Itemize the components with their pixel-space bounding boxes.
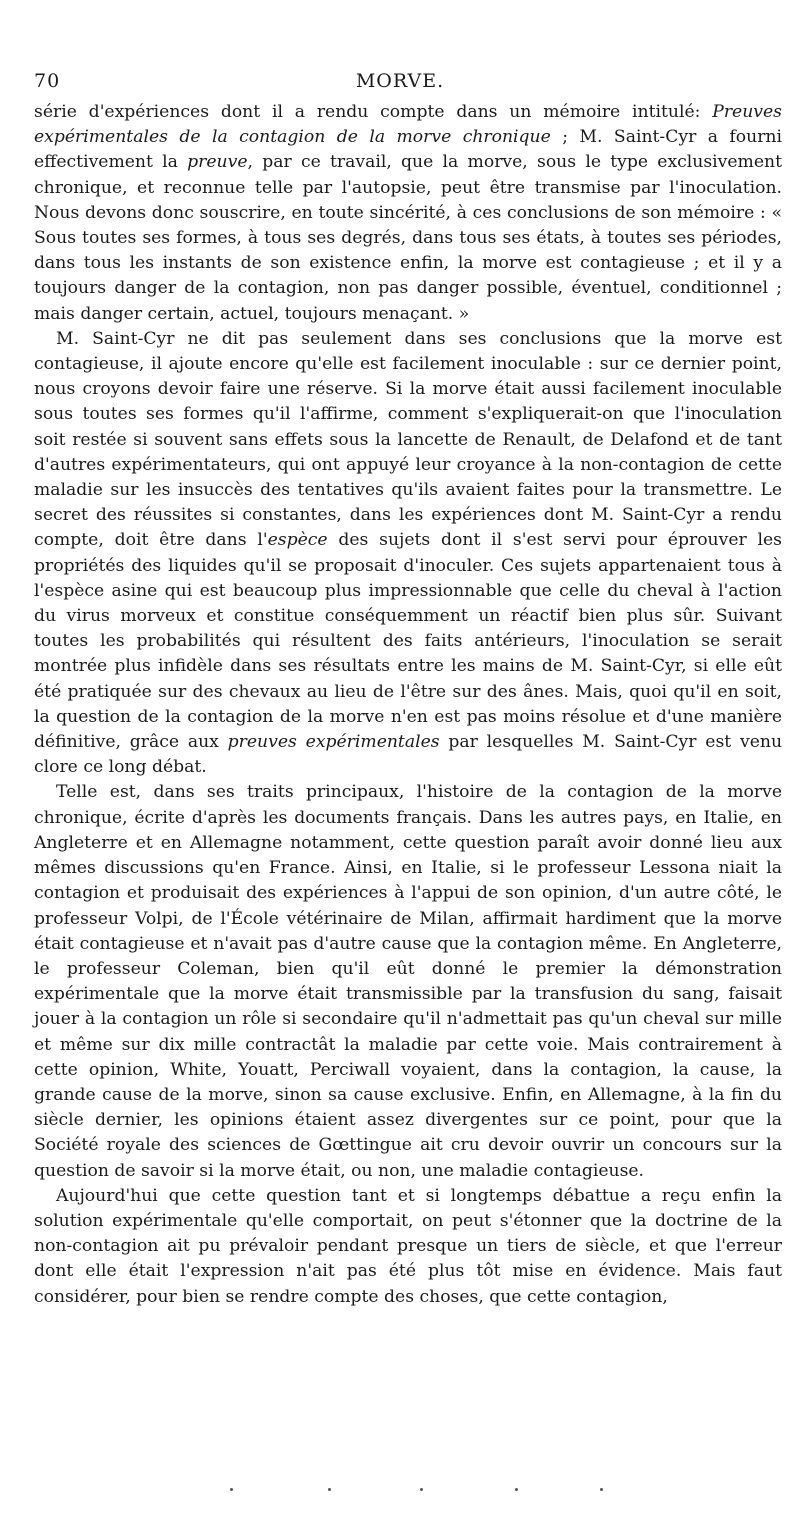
speck	[600, 1488, 603, 1491]
speck	[420, 1488, 423, 1491]
text-run: ; M. Saint-Cyr a fourni effectivement la	[34, 127, 782, 173]
paragraph	[34, 780, 782, 1183]
text-run: , par ce travail, que la morve, sous le type exclusivement chronique, et reconnue telle par l'autopsie, peut être transmise par l'inoculation. Nous devons donc souscrire, en toute sincérité, à ces conclusions de son mémoire : « Sous toutes ses formes, à tous ses degrés, dans tous ses états, à toutes ses périodes, dans tous les instants de son existence enfin, la morve est contagieuse ; et il y a toujours danger de la contagion, non pas danger possible, éventuel, conditionnel ; mais danger certain, actuel, toujours menaçant. »	[34, 152, 782, 324]
footer-specks	[60, 1488, 740, 1498]
italic-text: preuves expérimentales	[227, 732, 440, 753]
text-run: série d'expériences dont il a rendu compte dans un mémoire intitulé:	[34, 102, 713, 122]
speck	[328, 1488, 331, 1491]
text-run: des sujets dont il s'est servi pour éprouver les propriétés des liquides qu'il se proposait d'inoculer. Ces sujets appartenaient tous à l'espèce asine qui est beaucoup plus impressionnable que celle du cheval à l'action du virus morveux et constitue conséquemment un réactif bien plus sûr. Suivant toutes les probabilités qui résultent des faits antérieurs, l'inoculation se serait montrée plus infidèle dans ses résultats entre les mains de M. Saint-Cyr, si elle eût été pratiquée sur des chevaux au lieu de l'être sur des ânes. Mais, quoi qu'il en soit, la question de la contagion de la morve n'en est pas moins résolue et d'une manière définitive, grâce aux	[34, 530, 782, 753]
paragraph	[34, 1184, 782, 1310]
text-run: par lesquelles M. Saint-Cyr est venu clore ce long débat.	[34, 732, 783, 778]
text-run: M. Saint-Cyr ne dit pas seulement dans ses conclusions que la morve est contagieuse, il ajoute encore qu'elle est facilement inoculable : sur ce dernier point, nous croyons devoir faire une réserve. Si la morve était aussi facilement inoculable sous toutes ses formes qu'il l'affirme, comment s'expliquerait-on que l'inoculation soit restée si souvent sans effets sous la lancette de Renault, de Delafond et de tant d'autres expérimentateurs, qui ont appuyé leur croyance à la non-contagion de cette maladie sur les insuccès des tentatives qu'ils avaient faites pour la transmettre. Le secret des réussites si constantes, dans les expériences dont M. Saint-Cyr a rendu compte, doit être dans l'	[34, 328, 782, 551]
italic-text: Preuves expérimentales de la contagion de la morve chronique	[34, 102, 782, 148]
text-run: Telle est, dans ses traits principaux, l'histoire de la contagion de la morve chronique, écrite d'après les documents français. Dans les autres pays, en Italie, en Angleterre et en Allemagne notamment, cette question paraît avoir donné lieu aux mêmes discussions qu'en France. Ainsi, en Italie, si le professeur Lessona niait la contagion et produisait des expériences à l'appui de son opinion, d'un autre côté, le professeur Volpi, de l'École vétérinaire de Milan, affirmait hardiment que la morve était contagieuse et n'avait pas d'autre cause que la contagion même. En Angleterre, le professeur Coleman, bien qu'il eût donné le premier la démonstration expérimentale que la morve était transmissible par la transfusion du sang, faisait jouer à la contagion un rôle si secondaire qu'il n'admettait pas qu'un cheval sur mille et même sur dix mille contractât la maladie par cette voie. Mais contrairement à cette opinion, White, Youatt, Perciwall voyaient, dans la contagion, la cause, la grande cause de la morve, sinon sa cause exclusive. Enfin, en Allemagne, à la fin du siècle dernier, les opinions étaient assez divergentes sur ce point, pour que la Société royale des sciences de Gœttingue ait cru devoir ouvrir un concours sur la question de savoir si la morve était, ou non, une maladie contagieuse.	[34, 782, 782, 1181]
running-head	[34, 70, 766, 98]
running-title: MORVE.	[355, 70, 445, 92]
body-text	[34, 100, 782, 1310]
italic-text: espèce	[267, 530, 328, 551]
speck	[230, 1488, 233, 1491]
paragraph	[34, 100, 782, 327]
speck	[515, 1488, 518, 1491]
paragraph	[34, 327, 782, 781]
text-run: Aujourd'hui que cette question tant et si longtemps débattue a reçu enfin la solution expérimentale qu'elle comportait, on peut s'étonner que la doctrine de la non-contagion ait pu prévaloir pendant presque un tiers de siècle, et que l'erreur dont elle était l'expression n'ait pas été plus tôt mise en évidence. Mais faut considérer, pour bien se rendre compte des choses, que cette contagion,	[34, 1185, 782, 1307]
page-number: 70	[34, 70, 61, 92]
italic-text: preuve	[187, 152, 248, 173]
